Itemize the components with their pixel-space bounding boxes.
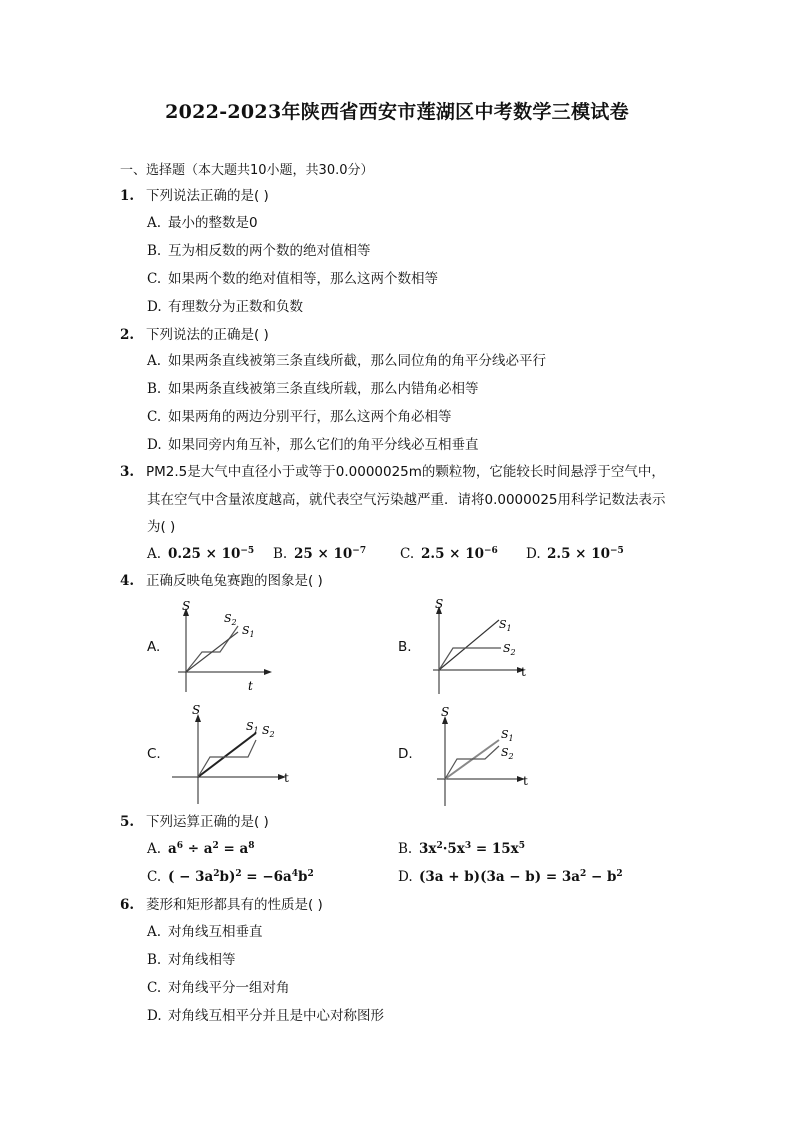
svg-text:S1: $S_1$ <box>242 624 255 639</box>
question-3 <box>120 461 665 483</box>
option-5b: B. $3x^2\cdot 5x^3 = 15x^5$ <box>398 841 525 857</box>
svg-text:S2: $S_2$ <box>501 746 514 761</box>
question-number: 2. <box>120 327 135 343</box>
graph-d <box>423 702 535 808</box>
svg-text:t: t <box>284 771 289 785</box>
svg-text:t: t <box>523 774 528 788</box>
svg-text:S2: $S_2$ <box>503 642 516 657</box>
svg-text:S: S <box>441 705 450 719</box>
option-1b: B. 互为相反数的两个数的绝对值相等 <box>147 243 371 259</box>
option-3c: C. $2.5 \times 10^{-6}$ <box>400 546 498 562</box>
option-2d: D. 如果同旁内角互补，那么它们的角平分线必互相垂直 <box>147 437 479 453</box>
option-1a: A. 最小的整数是0 <box>147 215 258 231</box>
question-number: 1. <box>120 188 135 204</box>
question-number: 5. <box>120 814 135 830</box>
svg-text:S: S <box>192 703 201 717</box>
option-6b: B. 对角线相等 <box>147 952 236 968</box>
question-stem: 下列说法正确的是( ) <box>146 188 269 204</box>
svg-text:S: S <box>435 597 444 611</box>
question-stem: 正确反映龟兔赛跑的图象是( ) <box>146 573 323 589</box>
option-2b: B. 如果两条直线被第三条直线所载，那么内错角必相等 <box>147 381 479 397</box>
graph-a <box>170 598 280 698</box>
section-heading: 一、选择题（本大题共10小题，共30.0分） <box>120 163 374 178</box>
graph-b <box>423 596 533 696</box>
option-4a-label: A. <box>147 639 161 655</box>
question-stem-line3: 为( ) <box>147 519 176 535</box>
svg-text:t: t <box>521 665 526 679</box>
graph-c <box>168 700 296 806</box>
svg-text:S1: $S_1$ <box>246 720 259 735</box>
page-title: 2022-2023年陕西省西安市莲湖区中考数学三模试卷 <box>165 101 629 123</box>
question-4 <box>120 570 323 592</box>
question-stem-line1: PM2.5是大气中直径小于或等于0.0000025m的颗粒物，它能较长时间悬浮于空气中， <box>146 464 665 480</box>
option-5d: D. $(3a + b)(3a - b) = 3a^2 - b^2$ <box>398 869 623 885</box>
option-5a: A. $a^6 \div a^2 = a^8$ <box>147 841 255 857</box>
question-number: 6. <box>120 897 135 913</box>
question-stem: 下列运算正确的是( ) <box>146 814 269 830</box>
option-4b-label: B. <box>398 639 412 655</box>
option-6c: C. 对角线平分一组对角 <box>147 980 290 996</box>
question-2 <box>120 324 269 346</box>
option-4c-label: C. <box>147 746 161 762</box>
question-number: 3. <box>120 464 135 480</box>
question-number: 4. <box>120 573 135 589</box>
question-5 <box>120 811 269 833</box>
option-3a: A. $0.25 \times 10^{-5}$ <box>147 546 255 562</box>
option-2c: C. 如果两角的两边分别平行，那么这两个角必相等 <box>147 409 452 425</box>
question-stem: 下列说法的正确是( ) <box>146 327 269 343</box>
option-4d-label: D. <box>398 746 413 762</box>
question-6 <box>120 894 323 916</box>
option-1c: C. 如果两个数的绝对值相等，那么这两个数相等 <box>147 271 438 287</box>
option-5c: C. ( − $3a^2b)^2 = -6a^4b^2$ <box>147 869 314 885</box>
option-3b: B. $25 \times 10^{-7}$ <box>273 546 367 562</box>
axis-x-label: t <box>248 679 253 693</box>
option-6d: D. 对角线互相平分并且是中心对称图形 <box>147 1008 384 1024</box>
axis-y-label: S <box>182 599 191 613</box>
option-3d: D. $2.5 \times 10^{-5}$ <box>526 546 624 562</box>
question-stem: 菱形和矩形都具有的性质是( ) <box>146 897 323 913</box>
option-6a: A. 对角线互相垂直 <box>147 924 263 940</box>
svg-text:S2: $S_2$ <box>262 724 275 739</box>
option-1d: D. 有理数分为正数和负数 <box>147 299 303 315</box>
question-stem-line2: 其在空气中含量浓度越高，就代表空气污染越严重．请将0.0000025用科学记数法表示 <box>147 492 666 508</box>
option-2a: A. 如果两条直线被第三条直线所截，那么同位角的角平分线必平行 <box>147 353 546 369</box>
svg-text:S1: $S_1$ <box>501 728 514 743</box>
svg-text:S2: $S_2$ <box>224 612 237 627</box>
question-1 <box>120 185 269 207</box>
svg-text:S1: $S_1$ <box>499 618 512 633</box>
